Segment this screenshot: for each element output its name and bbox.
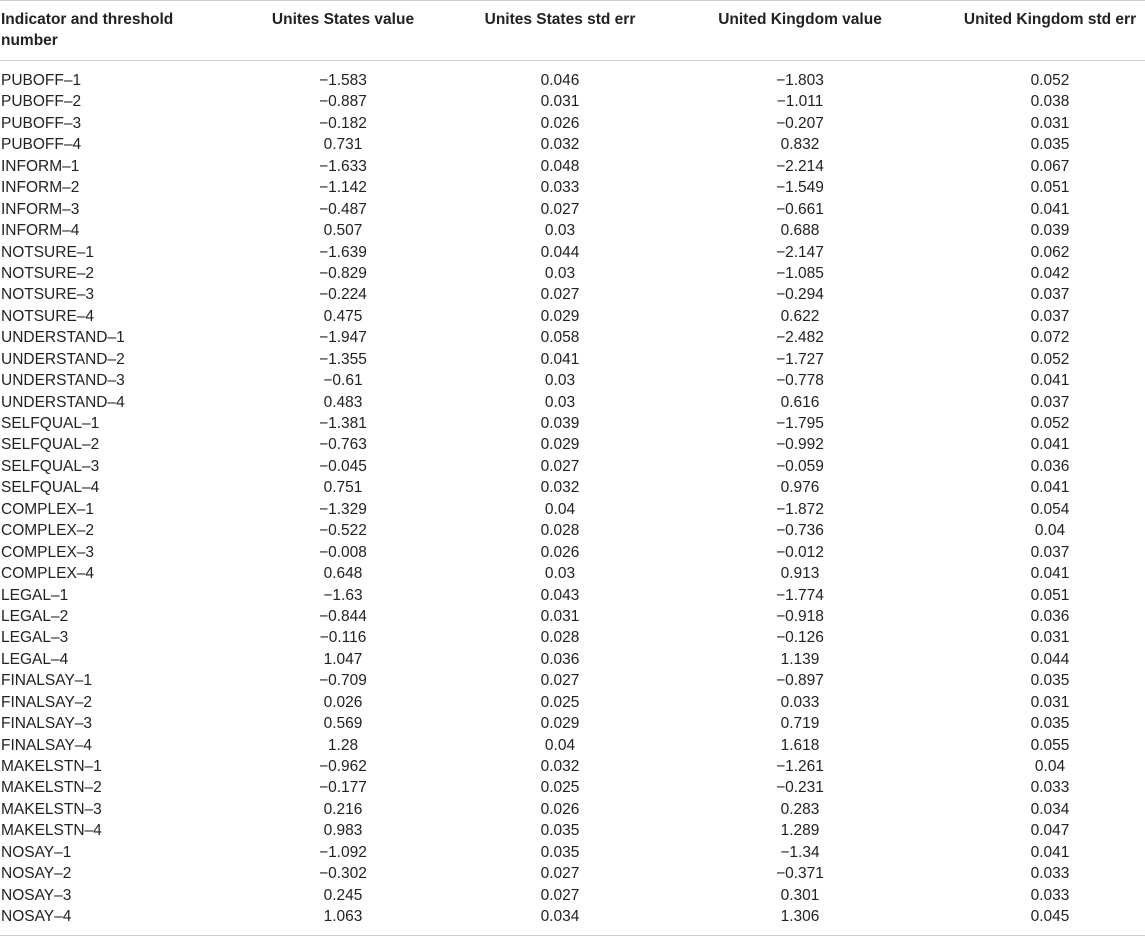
cell-uk-std-err: 0.051 xyxy=(1030,586,1070,604)
cell-indicator: FINALSAY–1 xyxy=(1,672,93,690)
cell-uk-value: 0.832 xyxy=(780,136,820,154)
cell-us-value: −0.962 xyxy=(319,758,367,775)
cell-uk-std-err: 0.035 xyxy=(1030,136,1070,154)
cell-uk-std-err: 0.067 xyxy=(1030,157,1070,175)
cell-us-std-err: 0.027 xyxy=(540,886,580,904)
cell-us-std-err: 0.03 xyxy=(544,222,576,240)
cell-us-value: 0.026 xyxy=(323,693,363,711)
cell-us-std-err: 0.03 xyxy=(544,393,576,411)
table-row xyxy=(0,777,1145,798)
table-row xyxy=(0,284,1145,305)
cell-uk-std-err: 0.035 xyxy=(1030,715,1070,733)
table-row xyxy=(0,370,1145,391)
cell-us-value: −0.829 xyxy=(319,264,367,282)
cell-indicator: COMPLEX–3 xyxy=(1,543,95,561)
header-uk-std-err: United Kingdom std err xyxy=(963,11,1137,28)
cell-indicator: NOTSURE–2 xyxy=(1,264,95,282)
cell-us-value: −0.182 xyxy=(319,114,367,132)
cell-us-value: −0.302 xyxy=(319,865,367,883)
cell-us-std-err: 0.029 xyxy=(540,715,580,733)
table-row xyxy=(0,477,1145,498)
cell-uk-std-err: 0.037 xyxy=(1030,393,1070,411)
cell-uk-value: −0.012 xyxy=(776,543,824,561)
cell-us-value: −1.355 xyxy=(319,350,367,368)
cell-indicator: COMPLEX–2 xyxy=(1,522,95,540)
table-row xyxy=(0,863,1145,884)
cell-us-std-err: 0.029 xyxy=(540,307,580,325)
cell-uk-value: 0.688 xyxy=(780,222,820,240)
cell-uk-value: −1.795 xyxy=(776,415,824,432)
cell-indicator: COMPLEX–4 xyxy=(1,565,95,583)
cell-us-value: −1.092 xyxy=(319,843,367,861)
cell-us-std-err: 0.048 xyxy=(540,157,580,175)
cell-uk-value: −0.992 xyxy=(776,436,824,454)
cell-uk-value: −1.261 xyxy=(776,758,824,775)
cell-us-std-err: 0.036 xyxy=(540,650,580,668)
cell-indicator: UNDERSTAND–2 xyxy=(1,350,125,368)
cell-indicator: LEGAL–2 xyxy=(1,607,69,625)
cell-us-value: −0.116 xyxy=(319,629,367,647)
cell-uk-std-err: 0.031 xyxy=(1030,114,1070,132)
cell-us-value: −0.763 xyxy=(319,436,367,454)
cell-uk-std-err: 0.037 xyxy=(1030,543,1070,561)
cell-uk-std-err: 0.042 xyxy=(1030,264,1070,282)
cell-us-std-err: 0.04 xyxy=(544,736,576,754)
table-row xyxy=(0,349,1145,370)
cell-indicator: SELFQUAL–2 xyxy=(1,436,100,454)
cell-us-value: −0.177 xyxy=(319,779,367,797)
cell-uk-value: −0.294 xyxy=(776,286,824,304)
cell-us-std-err: 0.039 xyxy=(540,415,580,432)
cell-us-std-err: 0.03 xyxy=(544,264,576,282)
header-us-std-err: Unites States std err xyxy=(484,11,636,28)
cell-uk-std-err: 0.052 xyxy=(1030,415,1070,432)
header-indicator: Indicator and threshold number xyxy=(1,11,174,49)
cell-us-value: 0.731 xyxy=(323,136,363,154)
cell-uk-value: 0.616 xyxy=(780,393,820,411)
cell-indicator: SELFQUAL–3 xyxy=(1,457,100,475)
cell-us-std-err: 0.027 xyxy=(540,286,580,304)
table-row xyxy=(0,456,1145,477)
table-body xyxy=(0,70,1145,928)
cell-indicator: FINALSAY–2 xyxy=(1,693,93,711)
cell-us-value: 1.063 xyxy=(323,908,363,926)
cell-uk-value: −0.918 xyxy=(776,607,824,625)
cell-us-std-err: 0.026 xyxy=(540,800,580,818)
cell-uk-std-err: 0.037 xyxy=(1030,307,1070,325)
table-row xyxy=(0,756,1145,777)
table-row xyxy=(0,499,1145,520)
cell-indicator: MAKELSTN–2 xyxy=(1,779,102,797)
cell-indicator: PUBOFF–4 xyxy=(1,136,82,154)
header-uk-value: United Kingdom value xyxy=(718,11,882,28)
table-row xyxy=(0,542,1145,563)
table-row xyxy=(0,713,1145,734)
cell-uk-value: 0.283 xyxy=(780,800,820,818)
cell-indicator: MAKELSTN–4 xyxy=(1,822,102,840)
table-row xyxy=(0,392,1145,413)
cell-us-std-err: 0.041 xyxy=(540,350,580,368)
table-row xyxy=(0,306,1145,327)
cell-indicator: NOTSURE–4 xyxy=(1,307,95,325)
cell-uk-std-err: 0.054 xyxy=(1030,500,1070,518)
cell-us-value: −1.947 xyxy=(319,329,367,347)
cell-indicator: MAKELSTN–3 xyxy=(1,800,102,818)
cell-indicator: NOTSURE–3 xyxy=(1,286,95,304)
cell-uk-std-err: 0.033 xyxy=(1030,779,1070,797)
table-row xyxy=(0,70,1145,91)
cell-uk-std-err: 0.034 xyxy=(1030,800,1070,818)
cell-indicator: SELFQUAL–1 xyxy=(1,415,100,432)
cell-uk-std-err: 0.033 xyxy=(1030,886,1070,904)
cell-uk-value: −0.736 xyxy=(776,522,824,540)
cell-uk-std-err: 0.044 xyxy=(1030,650,1070,668)
table-row xyxy=(0,199,1145,220)
cell-us-value: −1.583 xyxy=(319,72,367,89)
cell-us-std-err: 0.035 xyxy=(540,843,580,861)
cell-indicator: LEGAL–1 xyxy=(1,586,69,604)
cell-uk-std-err: 0.039 xyxy=(1030,222,1070,240)
cell-us-value: −0.045 xyxy=(319,457,367,475)
table-row xyxy=(0,799,1145,820)
cell-us-std-err: 0.027 xyxy=(540,672,580,690)
cell-uk-value: −0.661 xyxy=(776,200,824,218)
cell-indicator: PUBOFF–2 xyxy=(1,93,82,111)
cell-uk-value: −0.897 xyxy=(776,672,824,690)
cell-indicator: MAKELSTN–1 xyxy=(1,758,102,775)
cell-uk-std-err: 0.04 xyxy=(1034,758,1066,775)
cell-us-value: −1.633 xyxy=(319,157,367,175)
cell-uk-std-err: 0.036 xyxy=(1030,607,1070,625)
cell-us-value: 0.648 xyxy=(323,565,363,583)
cell-indicator: NOTSURE–1 xyxy=(1,243,95,261)
cell-uk-value: −0.126 xyxy=(776,629,824,647)
cell-us-std-err: 0.027 xyxy=(540,457,580,475)
cell-uk-std-err: 0.052 xyxy=(1030,72,1070,89)
cell-us-std-err: 0.027 xyxy=(540,865,580,883)
cell-us-std-err: 0.029 xyxy=(540,436,580,454)
cell-uk-value: 1.139 xyxy=(780,650,820,668)
cell-indicator: FINALSAY–3 xyxy=(1,715,93,733)
cell-uk-std-err: 0.045 xyxy=(1030,908,1070,926)
cell-us-std-err: 0.04 xyxy=(544,500,576,518)
cell-us-std-err: 0.028 xyxy=(540,629,580,647)
cell-uk-std-err: 0.051 xyxy=(1030,179,1070,197)
table-row xyxy=(0,220,1145,241)
cell-uk-value: −1.803 xyxy=(776,72,824,89)
cell-uk-value: −0.059 xyxy=(776,457,824,475)
cell-uk-value: −2.214 xyxy=(776,157,824,175)
cell-us-value: −1.329 xyxy=(319,500,367,518)
cell-indicator: NOSAY–4 xyxy=(1,908,72,926)
cell-us-std-err: 0.031 xyxy=(540,93,580,111)
cell-us-std-err: 0.03 xyxy=(544,565,576,583)
cell-us-std-err: 0.046 xyxy=(540,72,580,89)
cell-us-value: −0.487 xyxy=(319,200,367,218)
cell-us-value: −0.844 xyxy=(319,607,367,625)
cell-uk-value: −0.231 xyxy=(776,779,824,797)
bottom-rule xyxy=(0,935,1145,936)
table-row xyxy=(0,670,1145,691)
cell-us-value: 1.28 xyxy=(327,736,359,754)
cell-indicator: LEGAL–4 xyxy=(1,650,69,668)
cell-uk-value: −1.549 xyxy=(776,179,824,197)
cell-us-value: −0.008 xyxy=(319,543,367,561)
cell-uk-std-err: 0.041 xyxy=(1030,565,1070,583)
cell-indicator: NOSAY–1 xyxy=(1,843,72,861)
cell-us-std-err: 0.033 xyxy=(540,179,580,197)
cell-indicator: NOSAY–3 xyxy=(1,886,72,904)
table-header xyxy=(0,0,1145,61)
cell-us-std-err: 0.034 xyxy=(540,908,580,926)
cell-indicator: INFORM–1 xyxy=(1,157,80,175)
cell-us-value: 0.483 xyxy=(323,393,363,411)
cell-uk-std-err: 0.041 xyxy=(1030,479,1070,497)
table-row xyxy=(0,606,1145,627)
cell-uk-value: 0.913 xyxy=(780,565,820,583)
table-row xyxy=(0,156,1145,177)
cell-indicator: SELFQUAL–4 xyxy=(1,479,100,497)
table-row xyxy=(0,91,1145,112)
cell-uk-value: −2.147 xyxy=(776,243,824,261)
cell-indicator: LEGAL–3 xyxy=(1,629,69,647)
cell-uk-std-err: 0.04 xyxy=(1034,522,1066,540)
cell-uk-value: 0.719 xyxy=(780,715,820,733)
cell-us-std-err: 0.026 xyxy=(540,543,580,561)
cell-indicator: PUBOFF–3 xyxy=(1,114,82,132)
table-row xyxy=(0,820,1145,841)
cell-uk-std-err: 0.036 xyxy=(1030,457,1070,475)
cell-indicator: PUBOFF–1 xyxy=(1,72,82,89)
cell-uk-value: 0.622 xyxy=(780,307,820,325)
cell-uk-value: −0.371 xyxy=(776,865,824,883)
cell-us-value: −0.709 xyxy=(319,672,367,690)
cell-uk-value: 0.033 xyxy=(780,693,820,711)
table-row xyxy=(0,520,1145,541)
cell-us-value: 0.751 xyxy=(323,479,363,497)
cell-uk-value: 1.618 xyxy=(780,736,820,754)
cell-uk-value: 1.306 xyxy=(780,908,820,926)
cell-us-value: 0.216 xyxy=(323,800,363,818)
cell-uk-std-err: 0.031 xyxy=(1030,629,1070,647)
cell-us-std-err: 0.043 xyxy=(540,586,580,604)
table-row xyxy=(0,263,1145,284)
cell-uk-value: −0.207 xyxy=(776,114,824,132)
cell-us-value: 0.507 xyxy=(323,222,363,240)
cell-us-std-err: 0.031 xyxy=(540,607,580,625)
cell-us-std-err: 0.058 xyxy=(540,329,580,347)
table-row xyxy=(0,563,1145,584)
cell-us-value: −1.142 xyxy=(319,179,367,197)
cell-uk-value: −1.085 xyxy=(776,264,824,282)
cell-uk-std-err: 0.037 xyxy=(1030,286,1070,304)
table-row xyxy=(0,134,1145,155)
cell-indicator: INFORM–3 xyxy=(1,200,80,218)
header-us-value: Unites States value xyxy=(271,11,415,28)
cell-uk-std-err: 0.041 xyxy=(1030,436,1070,454)
cell-us-std-err: 0.025 xyxy=(540,779,580,797)
table-row xyxy=(0,585,1145,606)
cell-us-std-err: 0.032 xyxy=(540,479,580,497)
table-row xyxy=(0,627,1145,648)
cell-uk-std-err: 0.055 xyxy=(1030,736,1070,754)
cell-uk-std-err: 0.041 xyxy=(1030,843,1070,861)
cell-us-std-err: 0.044 xyxy=(540,243,580,261)
cell-uk-value: −1.34 xyxy=(780,843,820,861)
cell-uk-std-err: 0.052 xyxy=(1030,350,1070,368)
table-row xyxy=(0,413,1145,434)
table-row xyxy=(0,327,1145,348)
cell-us-value: −1.639 xyxy=(319,243,367,261)
cell-indicator: NOSAY–2 xyxy=(1,865,72,883)
cell-uk-value: 1.289 xyxy=(780,822,820,840)
cell-us-value: −0.522 xyxy=(319,522,367,540)
cell-us-std-err: 0.035 xyxy=(540,822,580,840)
cell-us-value: 0.475 xyxy=(323,307,363,325)
cell-us-value: −1.63 xyxy=(323,586,363,604)
cell-uk-value: −1.727 xyxy=(776,350,824,368)
cell-us-std-err: 0.032 xyxy=(540,758,580,775)
cell-uk-std-err: 0.035 xyxy=(1030,672,1070,690)
cell-us-value: 1.047 xyxy=(323,650,363,668)
table-row xyxy=(0,885,1145,906)
cell-us-std-err: 0.03 xyxy=(544,372,576,390)
cell-us-value: 0.983 xyxy=(323,822,363,840)
cell-uk-value: −2.482 xyxy=(776,329,824,347)
table-row xyxy=(0,735,1145,756)
table-row xyxy=(0,242,1145,263)
cell-indicator: UNDERSTAND–4 xyxy=(1,393,125,411)
cell-us-std-err: 0.028 xyxy=(540,522,580,540)
cell-us-value: −1.381 xyxy=(319,415,367,432)
table-row xyxy=(0,692,1145,713)
cell-indicator: UNDERSTAND–1 xyxy=(1,329,125,347)
cell-us-std-err: 0.025 xyxy=(540,693,580,711)
cell-us-value: −0.887 xyxy=(319,93,367,111)
table-row xyxy=(0,906,1145,927)
cell-uk-value: −0.778 xyxy=(776,372,824,390)
cell-uk-value: 0.301 xyxy=(780,886,820,904)
cell-us-std-err: 0.027 xyxy=(540,200,580,218)
cell-us-value: 0.569 xyxy=(323,715,363,733)
cell-uk-value: −1.872 xyxy=(776,500,824,518)
cell-us-value: 0.245 xyxy=(323,886,363,904)
cell-indicator: INFORM–4 xyxy=(1,222,80,240)
table-row xyxy=(0,842,1145,863)
cell-uk-std-err: 0.031 xyxy=(1030,693,1070,711)
cell-uk-std-err: 0.033 xyxy=(1030,865,1070,883)
cell-uk-std-err: 0.047 xyxy=(1030,822,1070,840)
cell-uk-std-err: 0.041 xyxy=(1030,372,1070,390)
table-row xyxy=(0,113,1145,134)
cell-indicator: COMPLEX–1 xyxy=(1,500,95,518)
cell-us-std-err: 0.026 xyxy=(540,114,580,132)
cell-uk-value: 0.976 xyxy=(780,479,820,497)
cell-us-value: −0.61 xyxy=(323,372,363,390)
table-row xyxy=(0,434,1145,455)
table-row xyxy=(0,177,1145,198)
cell-uk-std-err: 0.062 xyxy=(1030,243,1070,261)
cell-indicator: FINALSAY–4 xyxy=(1,736,93,754)
cell-indicator: UNDERSTAND–3 xyxy=(1,372,125,390)
cell-uk-std-err: 0.038 xyxy=(1030,93,1070,111)
cell-indicator: INFORM–2 xyxy=(1,179,80,197)
cell-us-std-err: 0.032 xyxy=(540,136,580,154)
cell-uk-value: −1.774 xyxy=(776,586,824,604)
cell-uk-std-err: 0.041 xyxy=(1030,200,1070,218)
cell-uk-std-err: 0.072 xyxy=(1030,329,1070,347)
cell-uk-value: −1.011 xyxy=(776,93,824,111)
table-row xyxy=(0,649,1145,670)
cell-us-value: −0.224 xyxy=(319,286,367,304)
